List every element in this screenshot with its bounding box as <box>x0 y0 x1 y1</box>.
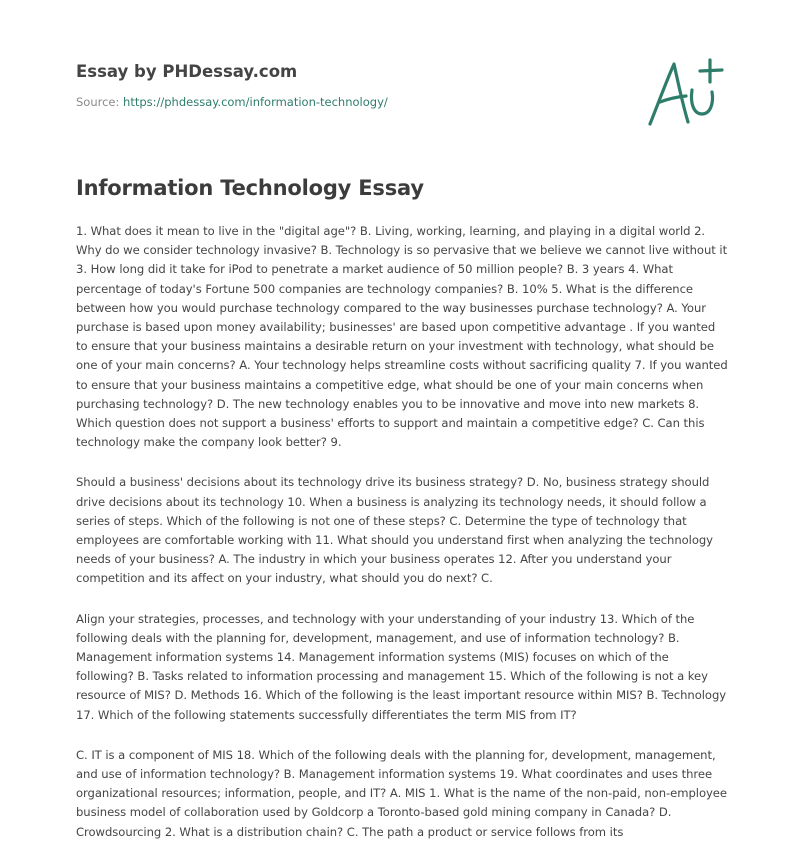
source-link[interactable]: https://phdessay.com/information-technology/ <box>123 95 388 109</box>
a-plus-grade-icon <box>640 52 736 132</box>
essay-paragraph: Should a business' decisions about its technology drive its business strategy? D. No, business strategy should drive decisions about its technology 10. When a business is analyzing its technology needs, it should follow a series of steps. Which of the following is not one of these steps? C. Determine the type of technology that employees are comfortable working with 11. What should you understand first when analyzing the technology needs of your business? A. The industry in which your business operates 12. After you understand your competition and its affect on your industry, what should you do next? C. <box>76 475 713 586</box>
page-header <box>76 62 596 110</box>
essay-paragraph: 1. What does it mean to live in the "digital age"? B. Living, working, learning, and playing in a digital world 2. Why do we consider technology invasive? B. Technology is so pervasive that we believe we cannot live without it 3. How long did it take for iPod to penetrate a market audience of 50 million people? B. 3 years 4. What percentage of today's Fortune 500 companies are technology companies? B. 10% 5. What is the difference between how you would purchase technology compared to the way businesses purchase technology? A. Your purchase is based upon money availability; businesses' are based upon competitive advantage . If you wanted to ensure that your business maintains a desirable return on your investment with technology, what should be one of your main concerns? A. Your technology helps streamline costs without sacrificing quality 7. If you wanted to ensure that your business maintains a competitive edge, what should be one of your main concerns when purchasing technology? D. The new technology enables you to be innovative and move into new markets 8. Which question does not support a business' efforts to support and maintain a competitive edge? C. Can this technology make the company look better? 9. <box>76 224 728 450</box>
essay-paragraph: Align your strategies, processes, and technology with your understanding of your industry 13. Which of the following deals with the planning for, development, management, and use of information technology? B. Management information systems 14. Management information systems (MIS) focuses on which of the following? B. Tasks related to information processing and management 15. Which of the following is not a key resource of MIS? D. Methods 16. Which of the following is the least important resource within MIS? B. Technology 17. Which of the following statements successfully differentiates the term MIS from IT? <box>76 611 727 722</box>
site-title: Essay by PHDessay.com <box>76 62 298 81</box>
essay-body <box>76 222 730 863</box>
essay-paragraph: C. IT is a component of MIS 18. Which of the following deals with the planning for, development, management, and use of information technology? B. Management information systems 19. What coordinates and uses three organizational resources; information, people, and IT? A. MIS 1. What is the name of the non-paid, non-employee business model of collaboration used by Goldcorp a Toronto-based gold mining company in Canada? D. Crowdsourcing 2. What is a distribution chain? C. The path a product or service follows from its <box>76 747 727 839</box>
source-line <box>76 94 596 110</box>
source-label: Source: <box>76 95 124 109</box>
document-title: Information Technology Essay <box>76 176 424 200</box>
